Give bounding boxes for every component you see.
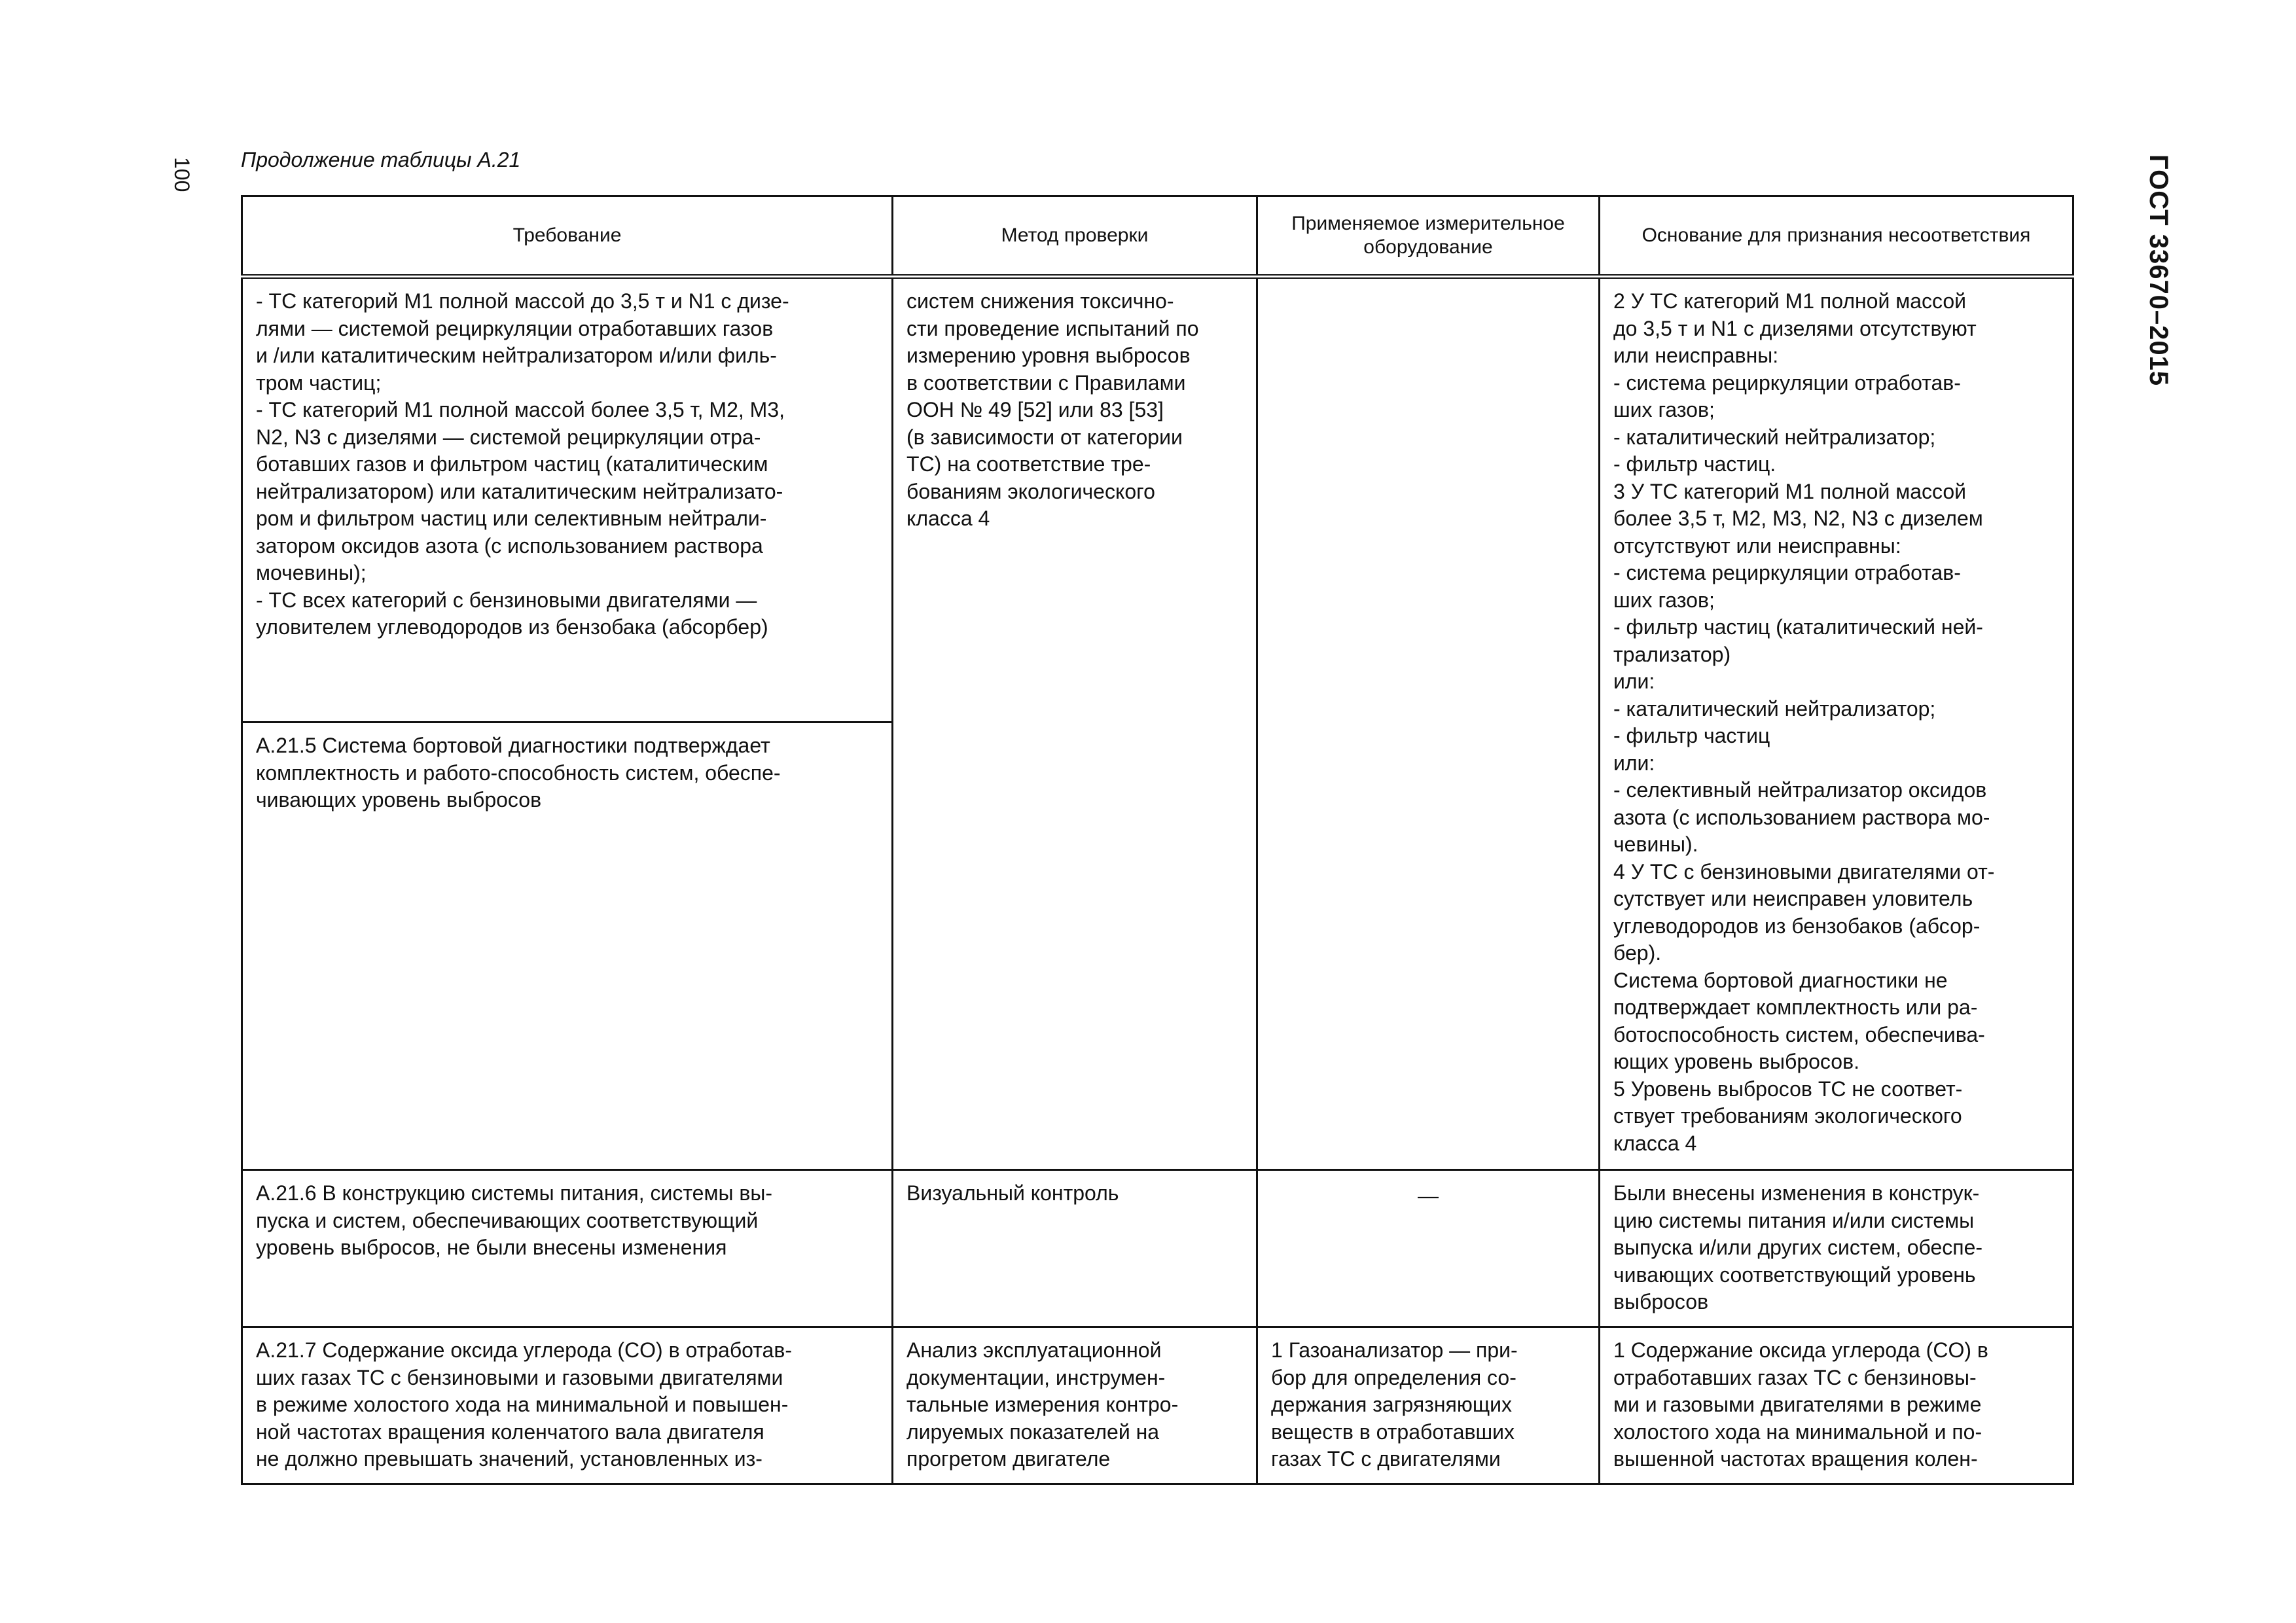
text-line: отсутствуют или неисправны: xyxy=(1613,533,1901,558)
requirement-cell xyxy=(242,277,893,722)
header-method: Метод проверки xyxy=(893,196,1257,277)
text-line: 3 У ТС категорий M1 полной массой xyxy=(1613,479,1967,503)
text-line: измерению уровня выбросов xyxy=(906,344,1191,367)
text-line: трализатор) xyxy=(1613,642,1731,666)
text-line: выбросов xyxy=(1613,1290,1709,1313)
text-line: чевины). xyxy=(1613,832,1698,856)
text-line: - система рециркуляции отработав- xyxy=(1613,370,1961,395)
text-line: выпуска и/или других систем, обеспе- xyxy=(1613,1236,1983,1259)
text-line: бер). xyxy=(1613,941,1662,965)
table-row xyxy=(242,277,2073,722)
text-line: ООН № 49 [52] или 83 [53] xyxy=(906,398,1164,421)
text-line: - каталитический нейтрализатор; xyxy=(1613,696,1936,721)
equipment-cell xyxy=(1257,1170,1600,1327)
text-line: Визуальный контроль xyxy=(906,1181,1119,1205)
text-line: тальные измерения контро- xyxy=(906,1393,1179,1416)
text-line: или: xyxy=(1613,751,1655,775)
text-line: до 3,5 т и N1 с дизелями отсутствуют xyxy=(1613,316,1977,340)
text-line: затором оксидов азота (с использованием раствора xyxy=(256,533,763,558)
text-line: 1 Газоанализатор — при- xyxy=(1271,1338,1518,1362)
text-line: или неисправны: xyxy=(1613,344,1779,367)
text-line: 4 У ТС с бензиновыми двигателями от- xyxy=(1613,859,1995,883)
text-line: чивающих уровень выбросов xyxy=(256,788,542,812)
text-line: цию системы питания и/или системы xyxy=(1613,1208,1975,1232)
text-line: прогретом двигателе xyxy=(906,1447,1111,1471)
text-line: А.21.7 Содержание оксида углерода (CO) в отработав- xyxy=(256,1338,792,1362)
table-caption: Продолжение таблицы А.21 xyxy=(241,148,521,171)
requirement-cell xyxy=(242,722,893,1170)
table-row xyxy=(242,1327,2073,1484)
nonconformity-cell xyxy=(1600,1327,2073,1484)
text-line: бор для определения со- xyxy=(1271,1365,1516,1389)
text-line: чивающих соответствующий уровень xyxy=(1613,1262,1976,1287)
text-line: уловителем углеводородов из бензобака (абсорбер) xyxy=(256,615,768,639)
text-line: ших газов; xyxy=(1613,398,1715,421)
text-line: азота (с использованием раствора мо- xyxy=(1613,805,1990,829)
text-line: подтверждает комплектность или ра- xyxy=(1613,995,1978,1019)
equipment-cell xyxy=(1257,1327,1600,1484)
text-line: - фильтр частиц xyxy=(1613,724,1770,747)
text-line: вышенной частотах вращения колен- xyxy=(1613,1447,1978,1471)
text-line: ботавших газов и фильтром частиц (каталитическим xyxy=(256,452,768,476)
text-line: мочевины); xyxy=(256,561,367,584)
text-line: и /или каталитическим нейтрализатором и/или филь- xyxy=(256,344,777,367)
text-line: не должно превышать значений, установленных из- xyxy=(256,1447,762,1471)
text-line: ствует требованиям экологического xyxy=(1613,1104,1962,1128)
text-line: - каталитический нейтрализатор; xyxy=(1613,425,1936,449)
requirements-table xyxy=(241,195,2074,1485)
text-line: (в зависимости от категории xyxy=(906,425,1183,449)
text-line: сти проведение испытаний по xyxy=(906,316,1199,340)
text-line: - система рециркуляции отработав- xyxy=(1613,561,1961,584)
text-line: ших газах ТС с бензиновыми и газовыми двигателями xyxy=(256,1365,783,1389)
text-line: - селективный нейтрализатор оксидов xyxy=(1613,778,1987,802)
text-line: 1 Содержание оксида углерода (CO) в xyxy=(1613,1338,1988,1362)
text-line: ющих уровень выбросов. xyxy=(1613,1050,1859,1073)
em-dash: — xyxy=(1418,1184,1439,1207)
text-line: 2 У ТС категорий M1 полной массой xyxy=(1613,289,1967,313)
text-line: класса 4 xyxy=(906,507,990,530)
text-line: 5 Уровень выбросов ТС не соответ- xyxy=(1613,1077,1963,1101)
nonconformity-cell xyxy=(1600,277,2073,1170)
text-line: - ТС категорий M1 полной массой до 3,5 т и N1 с дизе- xyxy=(256,289,789,313)
header-requirement: Требование xyxy=(242,196,893,277)
page-number: 100 xyxy=(170,157,194,192)
text-line: Были внесены изменения в конструк- xyxy=(1613,1181,1980,1205)
text-line: А.21.6 В конструкцию системы питания, системы вы- xyxy=(256,1181,772,1205)
method-cell xyxy=(893,1327,1257,1484)
text-line: А.21.5 Система бортовой диагностики подтверждает xyxy=(256,734,770,757)
text-line: ТС) на соответствие тре- xyxy=(906,452,1151,476)
text-line: ми и газовыми двигателями в режиме xyxy=(1613,1393,1982,1416)
text-line: тром частиц; xyxy=(256,370,382,395)
text-line: холостого хода на минимальной и по- xyxy=(1613,1419,1982,1444)
text-line: газах ТС с двигателями xyxy=(1271,1447,1501,1471)
text-line: лируемых показателей на xyxy=(906,1419,1160,1444)
table-row xyxy=(242,1170,2073,1327)
text-line: Система бортовой диагностики не xyxy=(1613,968,1948,992)
text-line: углеводородов из бензобаков (абсор- xyxy=(1613,914,1981,938)
text-line: или: xyxy=(1613,669,1655,693)
text-line: более 3,5 т, M2, M3, N2, N3 с дизелем xyxy=(1613,507,1983,530)
nonconformity-cell xyxy=(1600,1170,2073,1327)
text-line: бованиям экологического xyxy=(906,479,1155,503)
text-line: систем снижения токсично- xyxy=(906,289,1174,313)
text-line: - фильтр частиц. xyxy=(1613,452,1776,476)
text-line: уровень выбросов, не были внесены изменения xyxy=(256,1236,727,1259)
text-line: держания загрязняющих xyxy=(1271,1393,1513,1416)
text-line: - ТС всех категорий с бензиновыми двигателями — xyxy=(256,588,757,612)
text-line: отработавших газах ТС с бензиновы- xyxy=(1613,1365,1977,1389)
text-line: ром и фильтром частиц или селективным нейтрали- xyxy=(256,507,767,530)
text-line: пуска и систем, обеспечивающих соответствующий xyxy=(256,1208,759,1232)
requirement-cell xyxy=(242,1327,893,1484)
method-cell xyxy=(893,1170,1257,1327)
document-code: ГОСТ 33670–2015 xyxy=(2144,154,2173,387)
text-line: нейтрализатором) или каталитическим нейтрализато- xyxy=(256,479,783,503)
requirement-cell xyxy=(242,1170,893,1327)
text-line: в соответствии с Правилами xyxy=(906,370,1186,395)
header-nonconformity: Основание для признания несоответствия xyxy=(1600,196,2073,277)
method-cell xyxy=(893,277,1257,1170)
text-line: ботоспособность систем, обеспечива- xyxy=(1613,1022,1985,1046)
header-equipment: Применяемое измерительное оборудование xyxy=(1257,196,1600,277)
text-line: сутствует или неисправен уловитель xyxy=(1613,887,1973,910)
text-line: ной частотах вращения коленчатого вала двигателя xyxy=(256,1419,764,1444)
text-line: класса 4 xyxy=(1613,1131,1697,1155)
text-line: в режиме холостого хода на минимальной и повышен- xyxy=(256,1393,789,1416)
text-line: - ТС категорий M1 полной массой более 3,5 т, M2, M3, xyxy=(256,398,785,421)
text-line: комплектность и работо-способность систем, обеспе- xyxy=(256,760,781,785)
text-line: веществ в отработавших xyxy=(1271,1419,1515,1444)
text-line: ших газов; xyxy=(1613,588,1715,612)
text-line: N2, N3 с дизелями — системой рециркуляции отра- xyxy=(256,425,761,449)
text-line: лями — системой рециркуляции отработавших газов xyxy=(256,316,774,340)
text-line: - фильтр частиц (каталитический ней- xyxy=(1613,615,1983,639)
text-line: Анализ эксплуатационной xyxy=(906,1338,1162,1362)
table-header-row xyxy=(242,196,2073,277)
equipment-cell xyxy=(1257,277,1600,1170)
text-line: документации, инструмен- xyxy=(906,1365,1166,1389)
